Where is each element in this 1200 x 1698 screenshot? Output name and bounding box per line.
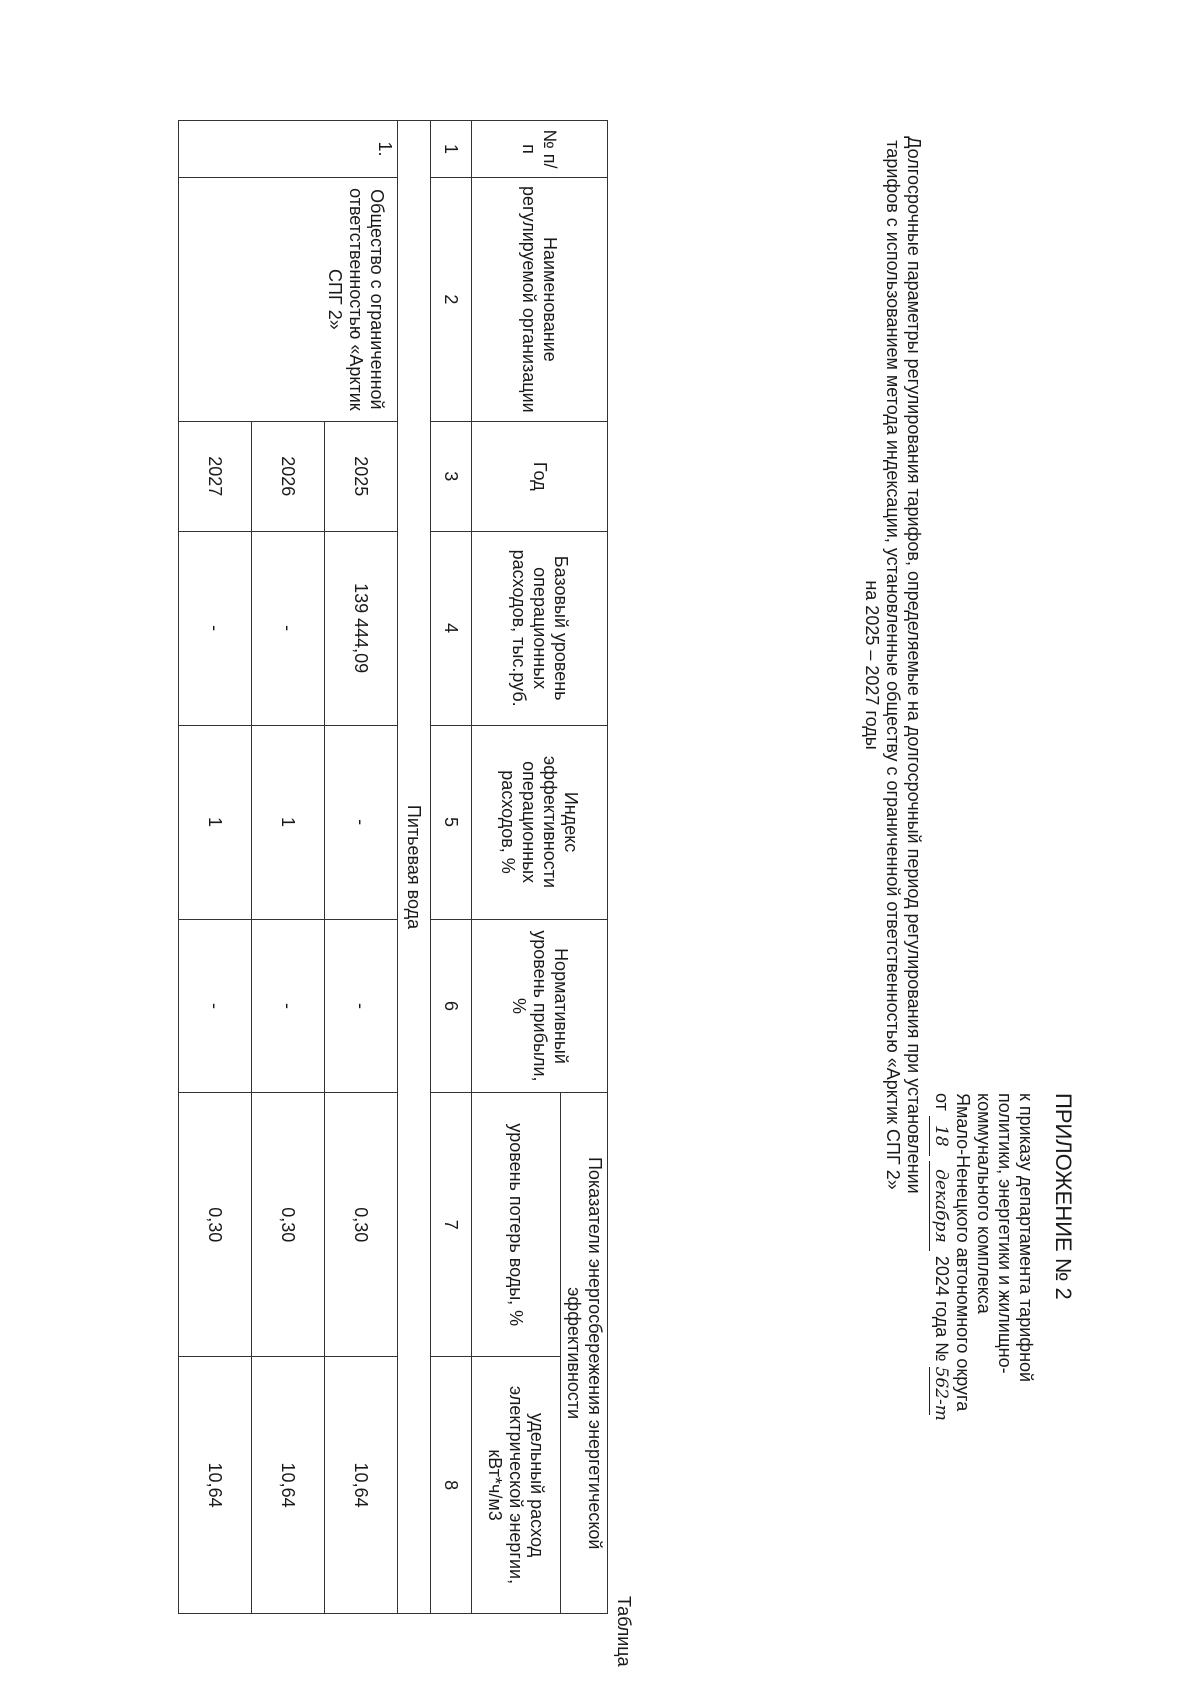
org-number: 1. <box>179 121 398 178</box>
appendix-line: Ямало-Ненецкого автономного округа <box>953 1093 973 1412</box>
appendix-line: политики, энергетики и жилищно- <box>995 1093 1015 1374</box>
cell-efficiency-index: 1 <box>179 725 252 919</box>
section-title: Питьевая вода <box>398 121 431 1614</box>
cell-efficiency-index: - <box>325 725 398 919</box>
column-number: 3 <box>431 421 472 531</box>
column-number: 5 <box>431 725 472 919</box>
cell-base-level: 139 444,09 <box>325 531 398 725</box>
column-number: 8 <box>431 1357 472 1614</box>
cell-electricity: 10,64 <box>252 1357 325 1614</box>
org-name: Общество с ограниченной ответственностью «Арктик СПГ 2» <box>179 177 398 421</box>
section-row <box>398 121 431 1614</box>
cell-profit-level: - <box>179 919 252 1093</box>
handwritten-month: декабря <box>929 1161 951 1251</box>
appendix-title: ПРИЛОЖЕНИЕ № 2 <box>1051 1093 1076 1300</box>
cell-water-loss: 0,30 <box>325 1093 398 1357</box>
table-row <box>325 121 398 1614</box>
handwritten-order-number: 562-т <box>931 1366 951 1421</box>
table-label: Таблица <box>614 1596 634 1667</box>
cell-base-level: - <box>179 531 252 725</box>
header-water-loss: уровень потерь воды, % <box>472 1093 561 1357</box>
header-efficiency-index: Индекс эффективности операционных расходов, % <box>472 725 608 919</box>
cell-water-loss: 0,30 <box>179 1093 252 1357</box>
tariff-parameters-table <box>178 120 608 1614</box>
column-number: 6 <box>431 919 472 1093</box>
appendix-reference <box>929 1093 1036 1421</box>
header-organization: Наименование регулируемой организации <box>472 177 608 421</box>
title-line: Долгосрочные параметры регулирования тарифов, определяемые на долгосрочный период регулирования при установлении <box>904 136 924 1194</box>
cell-profit-level: - <box>325 919 398 1093</box>
handwritten-day: 18 <box>929 1116 951 1156</box>
cell-electricity: 10,64 <box>325 1357 398 1614</box>
cell-year: 2027 <box>179 421 252 531</box>
column-number-row <box>431 121 472 1614</box>
cell-year: 2025 <box>325 421 398 531</box>
header-base-level: Базовый уровень операционных расходов, тыс.руб. <box>472 531 608 725</box>
appendix-line: к приказу департамента тарифной <box>1016 1093 1036 1383</box>
cell-base-level: - <box>252 531 325 725</box>
cell-year: 2026 <box>252 421 325 531</box>
appendix-line: коммунального комплекса <box>974 1093 994 1314</box>
column-number: 4 <box>431 531 472 725</box>
header-energy-group: Показатели энергосбережения энергетической эффективности <box>561 1093 608 1614</box>
header-electricity: удельный расход электрической энергии, кВт*ч/м3 <box>472 1357 561 1614</box>
header-year: Год <box>472 421 608 531</box>
title-line: на 2025 – 2027 годы <box>862 580 882 750</box>
document-title <box>861 110 924 1220</box>
column-number: 2 <box>431 177 472 421</box>
column-number: 1 <box>431 121 472 178</box>
header-num: № п/п <box>472 121 608 178</box>
cell-water-loss: 0,30 <box>252 1093 325 1357</box>
header-row <box>561 121 608 1614</box>
order-date-line <box>929 1093 952 1421</box>
column-number: 7 <box>431 1093 472 1357</box>
cell-profit-level: - <box>252 919 325 1093</box>
title-line: тарифов с использованием метода индексации, установленные обществу с ограниченной ответственностью «Арктик СПГ 2» <box>883 140 903 1190</box>
date-year-text: 2024 года № <box>932 1255 952 1362</box>
cell-efficiency-index: 1 <box>252 725 325 919</box>
header-profit-level: Нормативный уровень прибыли, % <box>472 919 608 1093</box>
date-prefix: от <box>932 1093 952 1111</box>
cell-electricity: 10,64 <box>179 1357 252 1614</box>
